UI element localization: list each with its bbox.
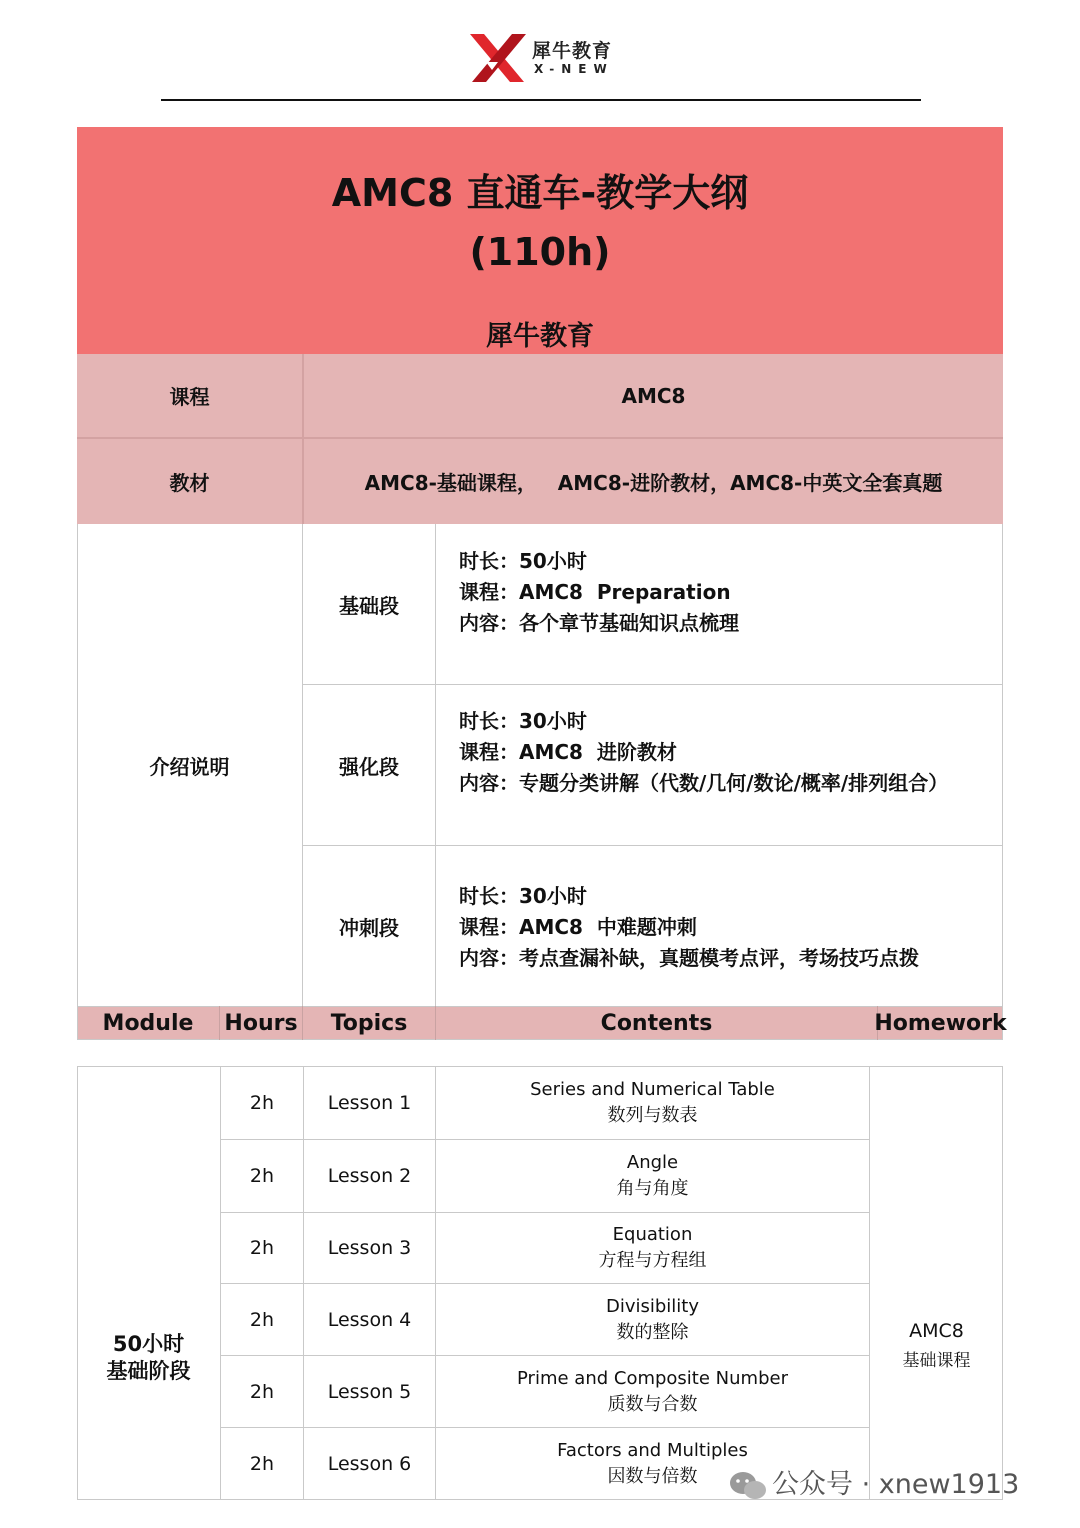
lesson-content-en: Divisibility [605,1295,700,1317]
module-stage: 基础阶段 [106,1359,191,1383]
stage-duration: 时长：50小时 [459,549,587,573]
stage-duration: 时长：30小时 [459,709,587,733]
stage-name-basic: 基础段 [339,593,399,618]
header-divider [161,99,921,101]
wechat-icon [728,1470,768,1502]
lesson-content-en: Angle [626,1152,679,1173]
lesson-content [436,1284,869,1355]
lesson-hours: 2h [249,1380,275,1403]
lesson-hours: 2h [249,1091,275,1114]
lesson-topic: Lesson 2 [327,1165,412,1187]
lesson-content [436,1066,869,1139]
course-value: AMC8 [621,383,686,408]
homework-cell [870,1066,1003,1500]
lesson-content-cn: 角与角度 [616,1178,689,1199]
lesson-topic: Lesson 3 [327,1237,412,1259]
lesson-content-en: Factors and Multiples [557,1440,748,1461]
stage-name-sprint: 冲刺段 [339,915,399,940]
lesson-content-cn: 因数与倍数 [607,1466,698,1487]
lesson-hours: 2h [249,1237,275,1259]
lesson-content [436,1140,869,1212]
material-label: 教材 [169,471,210,495]
lesson-content-cn: 数的整除 [616,1321,689,1343]
stage-sprint-details [459,881,919,974]
stage-basic-details [459,546,739,639]
lesson-content-en: Equation [612,1224,693,1245]
lesson-hours: 2h [249,1165,275,1187]
stage-duration: 时长：30小时 [459,884,587,908]
organization-name: 犀牛教育 [486,321,594,352]
lesson-topic: Lesson 1 [327,1091,412,1114]
module-cell [77,1066,220,1500]
header-topics: Topics [330,1010,408,1036]
stage-course: 课程：AMC8 进阶教材 [459,740,677,764]
lesson-topic: Lesson 6 [327,1453,412,1475]
brand-name-en: X-NEW [534,62,614,76]
brand-name-cn: 犀牛教育 [532,40,613,62]
wechat-watermark [728,1462,1019,1502]
course-label: 课程 [169,385,210,409]
lesson-content-en: Series and Numerical Table [530,1078,775,1100]
stage-course: 课程：AMC8 中难题冲刺 [459,915,697,939]
total-hours: (110h) [469,230,611,274]
watermark-text: 公众号 · xnew1913 [772,1469,1020,1500]
lesson-content-cn: 方程与方程组 [598,1250,707,1271]
lesson-content-cn: 数列与数表 [607,1104,698,1126]
stage-course: 课程：AMC8 Preparation [459,580,731,604]
homework-course: AMC8 [909,1319,964,1342]
header-hours: Hours [224,1010,298,1036]
header-homework: Homework [874,1010,1007,1036]
page-title: AMC8 直通车-教学大纲 [331,171,749,215]
intro-divider-2 [435,524,436,1006]
header-contents: Contents [600,1010,713,1036]
header-module: Module [102,1010,194,1036]
lesson-hours: 2h [249,1453,275,1475]
intro-label: 介绍说明 [149,754,230,779]
lesson-content [436,1356,869,1427]
stage-name-intensive: 强化段 [339,754,399,779]
stage-intensive-details [459,706,948,799]
module-hours: 50小时 [112,1332,185,1356]
material-value: AMC8-基础课程， AMC8-进阶教材，AMC8-中英文全套真题 [364,471,943,495]
lesson-content [436,1213,869,1283]
brand-logo [468,32,618,84]
homework-material: 基础课程 [902,1350,971,1371]
lesson-content-cn: 质数与合数 [607,1393,698,1415]
stage-content: 内容：各个章节基础知识点梳理 [459,611,739,635]
stage-content: 内容：专题分类讲解（代数/几何/数论/概率/排列组合） [459,771,949,795]
x-logo-icon [468,32,528,84]
lesson-content-en: Prime and Composite Number [517,1367,788,1389]
lesson-hours: 2h [249,1308,275,1331]
stage-content: 内容：考点查漏补缺，真题模考点评，考场技巧点拨 [459,946,919,970]
lesson-topic: Lesson 4 [327,1308,412,1331]
lesson-topic: Lesson 5 [327,1380,412,1403]
